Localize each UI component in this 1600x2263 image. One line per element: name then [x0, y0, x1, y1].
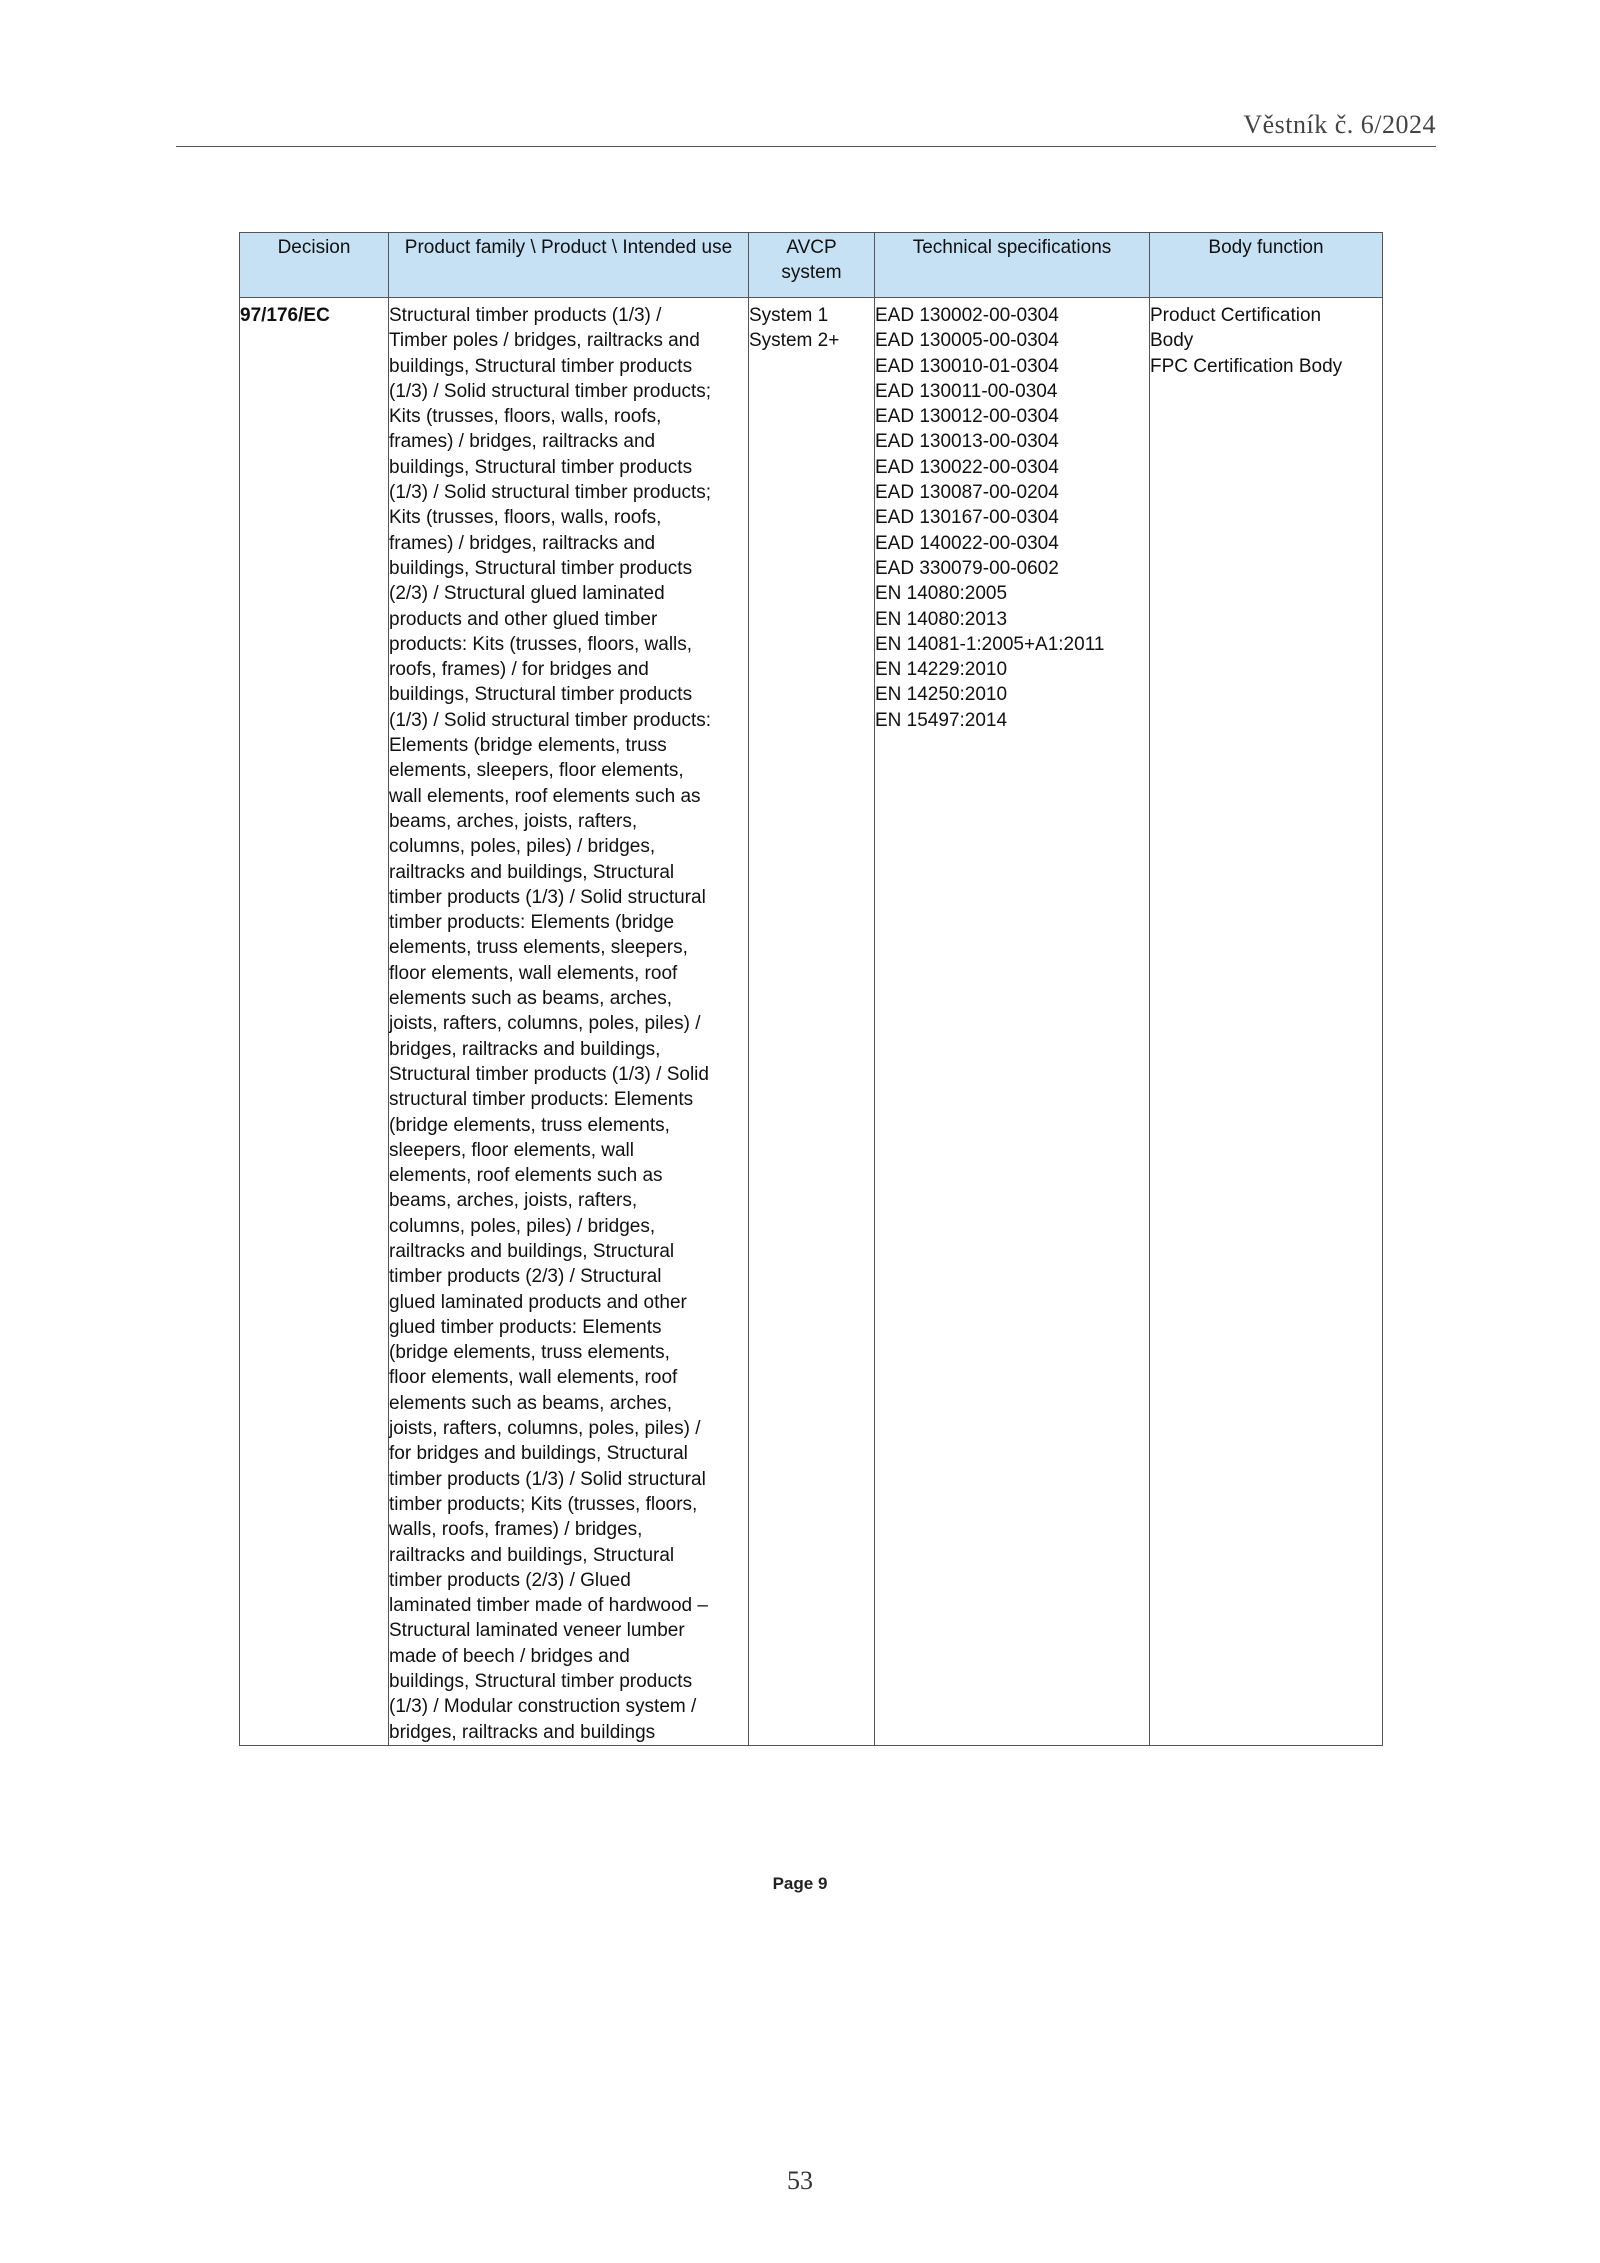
cell-text-line: walls, roofs, frames) / bridges,	[389, 1519, 643, 1541]
cell-text-line: frames) / bridges, railtracks and	[389, 431, 656, 453]
product-family-cell	[389, 303, 749, 1745]
cell-text-line: bridges, railtracks and buildings,	[389, 1038, 661, 1060]
column-header-body-function: Body function	[1150, 233, 1383, 298]
cell-text-line: joists, rafters, columns, poles, piles) /	[389, 1418, 701, 1440]
column-header-technical-specifications: Technical specifications	[875, 233, 1150, 298]
cell-text-line: elements, truss elements, sleepers,	[389, 937, 688, 959]
cell-text-line: Structural laminated veneer lumber	[389, 1620, 685, 1642]
cell-text-line: EN 14229:2010	[875, 659, 1008, 681]
cell-text-line: elements, sleepers, floor elements,	[389, 760, 684, 782]
cell-text-line: EN 15497:2014	[875, 709, 1008, 731]
cell-text-line: (1/3) / Solid structural timber products;	[389, 482, 712, 504]
cell-text-line: timber products (1/3) / Solid structural	[389, 886, 706, 908]
cell-text-line: made of beech / bridges and	[389, 1645, 630, 1667]
cell-text-line: for bridges and buildings, Structural	[389, 1443, 688, 1465]
cell-text-line: floor elements, wall elements, roof	[389, 1367, 678, 1389]
cell-text-line: sleepers, floor elements, wall	[389, 1139, 634, 1161]
avcp-system-cell	[749, 303, 875, 1745]
cell-text-line: buildings, Structural timber products	[389, 355, 693, 377]
cell-text-line: buildings, Structural timber products	[389, 1671, 693, 1693]
cell-text-line: Product Certification	[1150, 305, 1322, 326]
cell-text-line: railtracks and buildings, Structural	[389, 1544, 675, 1566]
cell-text-line: EAD 130012-00-0304	[875, 406, 1059, 428]
cell-text-line: railtracks and buildings, Structural	[389, 861, 675, 883]
cell-text-line: (bridge elements, truss elements,	[389, 1114, 670, 1136]
cell-text-line: floor elements, wall elements, roof	[389, 962, 678, 984]
cell-text-line: (1/3) / Solid structural timber products:	[389, 709, 712, 731]
cell-text-line: EAD 130005-00-0304	[875, 330, 1059, 352]
cell-text-line: (2/3) / Structural glued laminated	[389, 583, 665, 605]
page-number: 53	[787, 2166, 813, 2195]
cell-text-line: System 1	[749, 305, 829, 326]
cell-text-line: Elements (bridge elements, truss	[389, 735, 667, 757]
cell-text-line: timber products (2/3) / Structural	[389, 1266, 662, 1288]
cell-text-line: elements such as beams, arches,	[389, 988, 673, 1010]
cell-text-line: glued timber products: Elements	[389, 1316, 662, 1338]
cell-text-line: System 2+	[749, 330, 840, 352]
cell-text-line: roofs, frames) / for bridges and	[389, 659, 649, 681]
cell-text-line: EN 14080:2005	[875, 583, 1008, 605]
cell-text-line: laminated timber made of hardwood –	[389, 1595, 708, 1617]
cell-text-line: wall elements, roof elements such as	[389, 785, 701, 807]
cell-text-line: Body	[1150, 330, 1194, 352]
cell-text-line: (1/3) / Solid structural timber products;	[389, 380, 712, 402]
table-row	[240, 303, 1383, 1745]
product-specification-table	[239, 232, 1383, 1746]
body-function-cell	[1150, 303, 1383, 1745]
cell-text-line: columns, poles, piles) / bridges,	[389, 1215, 656, 1237]
cell-text-line: Timber poles / bridges, railtracks and	[389, 330, 700, 352]
cell-text-line: bridges, railtracks and buildings	[389, 1721, 656, 1743]
cell-text-line: (1/3) / Modular construction system /	[389, 1696, 697, 1718]
cell-text-line: EAD 130022-00-0304	[875, 456, 1059, 478]
cell-text-line: beams, arches, joists, rafters,	[389, 810, 638, 832]
cell-text-line: Kits (trusses, floors, walls, roofs,	[389, 406, 662, 428]
cell-text-line: frames) / bridges, railtracks and	[389, 532, 656, 554]
cell-text-line: (bridge elements, truss elements,	[389, 1342, 670, 1364]
cell-text-line: buildings, Structural timber products	[389, 684, 693, 706]
cell-text-line: products and other glued timber	[389, 608, 658, 630]
page-label: Page 9	[772, 1874, 828, 1893]
cell-text-line: EAD 130167-00-0304	[875, 507, 1059, 529]
cell-text-line: EN 14081-1:2005+A1:2011	[875, 633, 1105, 655]
cell-text-line: EAD 130011-00-0304	[875, 380, 1058, 402]
column-header-avcp-system: AVCP system	[749, 233, 875, 298]
cell-text-line: EN 14080:2013	[875, 608, 1008, 630]
cell-text-line: FPC Certification Body	[1150, 355, 1343, 377]
cell-text-line: joists, rafters, columns, poles, piles) /	[389, 1013, 701, 1035]
cell-text-line: EN 14250:2010	[875, 684, 1008, 706]
cell-text-line: timber products (1/3) / Solid structural	[389, 1468, 706, 1490]
decision-cell: 97/176/EC	[240, 303, 389, 1745]
journal-title: Věstník č. 6/2024	[1243, 110, 1436, 139]
cell-text-line: structural timber products: Elements	[389, 1089, 694, 1111]
cell-text-line: railtracks and buildings, Structural	[389, 1240, 675, 1262]
cell-text-line: Kits (trusses, floors, walls, roofs,	[389, 507, 662, 529]
cell-text-line: glued laminated products and other	[389, 1291, 687, 1313]
cell-text-line: EAD 140022-00-0304	[875, 532, 1059, 554]
cell-text-line: columns, poles, piles) / bridges,	[389, 836, 656, 858]
cell-text-line: elements such as beams, arches,	[389, 1392, 673, 1414]
cell-text-line: Structural timber products (1/3) /	[389, 305, 662, 326]
cell-text-line: products: Kits (trusses, floors, walls,	[389, 633, 693, 655]
cell-text-line: EAD 130002-00-0304	[875, 305, 1059, 326]
cell-text-line: timber products: Elements (bridge	[389, 912, 675, 934]
cell-text-line: Structural timber products (1/3) / Solid	[389, 1063, 709, 1085]
cell-text-line: elements, roof elements such as	[389, 1165, 663, 1187]
column-header-decision: Decision	[240, 233, 389, 298]
cell-text-line: beams, arches, joists, rafters,	[389, 1190, 638, 1212]
journal-header	[176, 110, 1436, 147]
table-header-row	[240, 233, 1383, 298]
cell-text-line: buildings, Structural timber products	[389, 557, 693, 579]
cell-text-line: EAD 330079-00-0602	[875, 557, 1059, 579]
technical-specifications-cell	[875, 303, 1150, 1745]
column-header-product-family: Product family \ Product \ Intended use	[389, 233, 749, 298]
cell-text-line: EAD 130087-00-0204	[875, 482, 1059, 504]
cell-text-line: timber products; Kits (trusses, floors,	[389, 1493, 698, 1515]
cell-text-line: EAD 130013-00-0304	[875, 431, 1059, 453]
cell-text-line: buildings, Structural timber products	[389, 456, 693, 478]
cell-text-line: EAD 130010-01-0304	[875, 355, 1059, 377]
cell-text-line: timber products (2/3) / Glued	[389, 1569, 631, 1591]
